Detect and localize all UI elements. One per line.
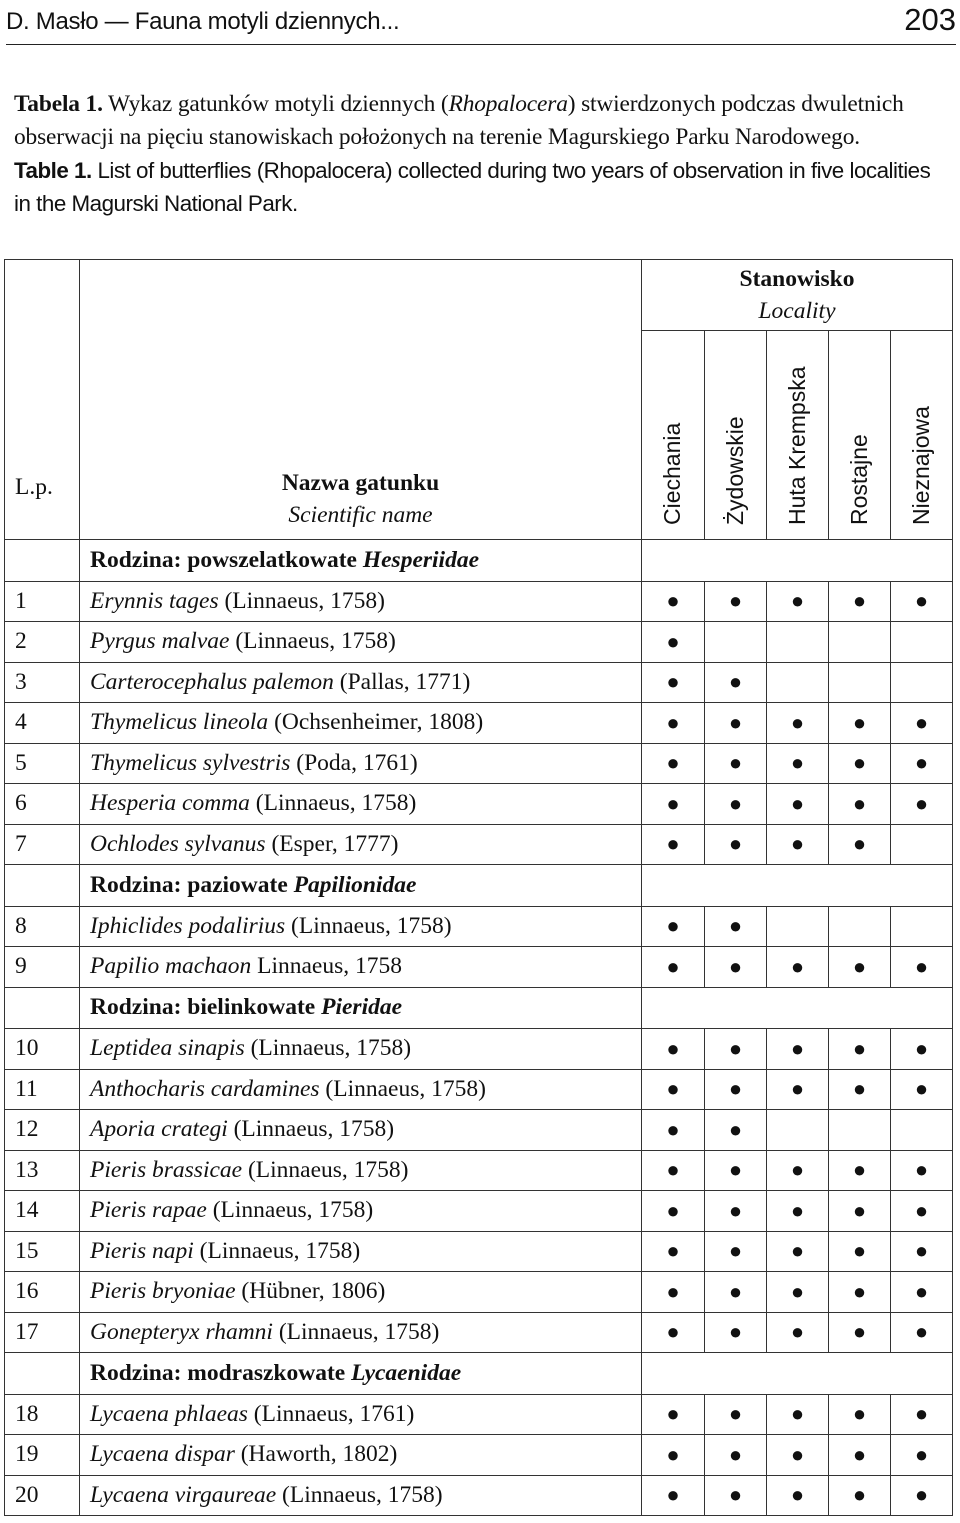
species-name [80, 622, 642, 663]
presence-dot: ● [705, 1191, 767, 1232]
presence-dot: ● [767, 1191, 829, 1232]
absence-cell [705, 622, 767, 663]
presence-dot: ● [642, 1435, 705, 1476]
absence-cell [767, 1110, 829, 1151]
species-name [80, 743, 642, 784]
family-name-cell [80, 540, 642, 582]
presence-dot: ● [642, 906, 705, 947]
caption-polish [14, 88, 944, 154]
name-header-pl: Nazwa gatunku [281, 470, 440, 496]
presence-dot: ● [829, 1394, 891, 1435]
species-author: (Linnaeus, 1761) [247, 1400, 415, 1427]
name-header-en: Scientific name [288, 502, 433, 528]
presence-dot: ● [829, 703, 891, 744]
presence-dot: ● [705, 1475, 767, 1516]
presence-dot: ● [767, 784, 829, 825]
presence-dot: ● [705, 1231, 767, 1272]
species-latin-name: Ochlodes sylvanus [90, 830, 266, 857]
presence-dot: ● [767, 1150, 829, 1191]
species-author: (Linnaeus, 1758) [249, 790, 417, 817]
family-marks-cell [642, 865, 953, 907]
species-author: (Linnaeus, 1758) [319, 1075, 486, 1102]
presence-dot: ● [642, 784, 705, 825]
family-lp-cell [5, 1353, 80, 1395]
presence-dot: ● [891, 947, 953, 988]
table-row [5, 1110, 953, 1151]
presence-dot: ● [705, 1435, 767, 1476]
family-lp-cell [5, 540, 80, 582]
family-latin-name: Lycaenidae [351, 1359, 462, 1386]
species-latin-name: Gonepteryx rhamni [90, 1318, 273, 1345]
family-row [5, 865, 953, 907]
row-number: 10 [5, 1029, 80, 1070]
species-name [80, 1110, 642, 1151]
species-author: (Pallas, 1771) [333, 668, 471, 695]
table-row [5, 1069, 953, 1110]
table-row [5, 1231, 953, 1272]
presence-dot: ● [891, 1312, 953, 1353]
species-latin-name: Aporia crategi [90, 1116, 228, 1143]
presence-dot: ● [642, 1110, 705, 1151]
species-latin-name: Hesperia comma [90, 790, 250, 817]
table-row [5, 947, 953, 988]
species-author: (Linnaeus, 1758) [227, 1116, 395, 1143]
species-name [80, 906, 642, 947]
caption-pl-text-1: Wykaz gatunków motyli dziennych ( [102, 91, 449, 117]
presence-dot: ● [891, 1191, 953, 1232]
presence-dot: ● [705, 1029, 767, 1070]
species-name [80, 784, 642, 825]
page-number: 203 [904, 2, 956, 37]
table-row [5, 622, 953, 663]
presence-dot: ● [642, 1312, 705, 1353]
row-number: 3 [5, 662, 80, 703]
caption-pl-label: Tabela 1. [14, 91, 103, 117]
row-number: 15 [5, 1231, 80, 1272]
caption-pl-text-2: ) stwierdzonych podczas dwuletnich obserwacji na pięciu stanowiskach położonych na terenie Magurskiego Parku Narodowego. [14, 91, 904, 150]
presence-dot: ● [891, 1435, 953, 1476]
species-author: Linnaeus, 1758 [251, 953, 402, 980]
row-number: 19 [5, 1435, 80, 1476]
family-marks-cell [642, 540, 953, 582]
presence-dot: ● [705, 784, 767, 825]
locality-header [642, 260, 953, 331]
species-name [80, 662, 642, 703]
presence-dot: ● [767, 743, 829, 784]
presence-dot: ● [829, 1475, 891, 1516]
species-latin-name: Thymelicus sylvestris [90, 749, 291, 776]
species-author: (Ochsenheimer, 1808) [268, 709, 484, 736]
presence-dot: ● [891, 784, 953, 825]
row-number: 17 [5, 1312, 80, 1353]
presence-dot: ● [767, 1272, 829, 1313]
presence-dot: ● [767, 824, 829, 865]
presence-dot: ● [642, 1394, 705, 1435]
locality-name: Nieznajowa [907, 406, 934, 525]
species-table [4, 259, 953, 1516]
species-author: (Linnaeus, 1758) [276, 1481, 443, 1508]
caption-en-text: List of butterflies (Rhopalocera) collected during two years of observation in five localities in the Magurski National Park. [14, 158, 931, 216]
locality-col-header [767, 331, 829, 540]
presence-dot: ● [829, 743, 891, 784]
absence-cell [891, 824, 953, 865]
presence-dot: ● [767, 947, 829, 988]
presence-dot: ● [891, 703, 953, 744]
presence-dot: ● [642, 1069, 705, 1110]
species-name [80, 703, 642, 744]
presence-dot: ● [705, 743, 767, 784]
presence-dot: ● [891, 1394, 953, 1435]
species-latin-name: Anthocharis cardamines [90, 1075, 320, 1102]
species-author: (Hübner, 1806) [235, 1278, 386, 1305]
species-author: (Linnaeus, 1758) [229, 628, 396, 655]
species-author: (Linnaeus, 1758) [193, 1237, 361, 1264]
row-number: 13 [5, 1150, 80, 1191]
row-number: 6 [5, 784, 80, 825]
family-prefix: Rodzina: paziowate [90, 871, 294, 898]
row-number: 2 [5, 622, 80, 663]
presence-dot: ● [829, 581, 891, 622]
table-caption [14, 88, 944, 220]
presence-dot: ● [705, 1110, 767, 1151]
presence-dot: ● [767, 1394, 829, 1435]
species-author: (Linnaeus, 1758) [218, 587, 386, 614]
absence-cell [829, 662, 891, 703]
presence-dot: ● [829, 1029, 891, 1070]
family-row [5, 987, 953, 1029]
table-row [5, 1150, 953, 1191]
table-row [5, 1029, 953, 1070]
family-row [5, 1353, 953, 1395]
running-title: D. Masło — Fauna motyli dziennych... [6, 8, 400, 35]
species-name [80, 947, 642, 988]
presence-dot: ● [642, 743, 705, 784]
presence-dot: ● [891, 1069, 953, 1110]
name-header [80, 260, 642, 540]
absence-cell [891, 622, 953, 663]
species-latin-name: Erynnis tages [90, 587, 219, 614]
locality-header-en: Locality [758, 298, 836, 324]
species-latin-name: Pieris brassicae [90, 1156, 243, 1183]
absence-cell [767, 622, 829, 663]
presence-dot: ● [705, 906, 767, 947]
absence-cell [891, 1110, 953, 1151]
presence-dot: ● [767, 581, 829, 622]
row-number: 7 [5, 824, 80, 865]
row-number: 14 [5, 1191, 80, 1232]
species-name [80, 581, 642, 622]
table-row [5, 1394, 953, 1435]
presence-dot: ● [705, 947, 767, 988]
absence-cell [767, 662, 829, 703]
presence-dot: ● [767, 1231, 829, 1272]
species-latin-name: Papilio machaon [90, 953, 252, 980]
presence-dot: ● [891, 1150, 953, 1191]
presence-dot: ● [642, 622, 705, 663]
species-latin-name: Pieris bryoniae [90, 1278, 236, 1305]
presence-dot: ● [642, 947, 705, 988]
family-prefix: Rodzina: powszelatkowate [90, 546, 363, 573]
species-name [80, 1475, 642, 1516]
presence-dot: ● [829, 1069, 891, 1110]
presence-dot: ● [829, 1312, 891, 1353]
presence-dot: ● [891, 1231, 953, 1272]
presence-dot: ● [705, 1394, 767, 1435]
presence-dot: ● [829, 1231, 891, 1272]
row-number: 8 [5, 906, 80, 947]
presence-dot: ● [705, 703, 767, 744]
species-author: (Linnaeus, 1758) [285, 912, 452, 939]
family-name-cell [80, 1353, 642, 1395]
presence-dot: ● [829, 824, 891, 865]
family-lp-cell [5, 987, 80, 1029]
table-row [5, 906, 953, 947]
presence-dot: ● [705, 662, 767, 703]
species-name [80, 1029, 642, 1070]
species-name [80, 1150, 642, 1191]
species-name [80, 1191, 642, 1232]
species-latin-name: Pieris napi [90, 1237, 194, 1264]
species-name [80, 1312, 642, 1353]
species-author: (Linnaeus, 1758) [242, 1156, 409, 1183]
absence-cell [891, 906, 953, 947]
table-row [5, 1435, 953, 1476]
species-name [80, 1231, 642, 1272]
presence-dot: ● [642, 662, 705, 703]
presence-dot: ● [705, 824, 767, 865]
table-row [5, 662, 953, 703]
presence-dot: ● [829, 947, 891, 988]
family-name-cell [80, 987, 642, 1029]
species-latin-name: Lycaena phlaeas [90, 1400, 248, 1427]
species-latin-name: Leptidea sinapis [90, 1035, 245, 1062]
species-latin-name: Lycaena dispar [90, 1441, 235, 1468]
locality-col-header [891, 331, 953, 540]
table-row [5, 1312, 953, 1353]
row-number: 20 [5, 1475, 80, 1516]
presence-dot: ● [642, 1029, 705, 1070]
family-latin-name: Hesperiidae [362, 546, 480, 573]
family-marks-cell [642, 987, 953, 1029]
species-author: (Linnaeus, 1758) [244, 1035, 412, 1062]
family-latin-name: Pieridae [321, 994, 403, 1021]
table-row [5, 1191, 953, 1232]
row-number: 16 [5, 1272, 80, 1313]
row-number: 12 [5, 1110, 80, 1151]
presence-dot: ● [767, 703, 829, 744]
table-row [5, 1475, 953, 1516]
family-latin-name: Papilionidae [293, 871, 417, 898]
caption-english [14, 154, 944, 220]
absence-cell [829, 1110, 891, 1151]
presence-dot: ● [891, 743, 953, 784]
species-author: (Esper, 1777) [265, 830, 399, 857]
absence-cell [829, 622, 891, 663]
presence-dot: ● [767, 1029, 829, 1070]
family-prefix: Rodzina: modraszkowate [90, 1359, 352, 1386]
locality-name: Żydowskie [721, 416, 748, 525]
row-number: 9 [5, 947, 80, 988]
presence-dot: ● [829, 1435, 891, 1476]
species-author: (Linnaeus, 1758) [272, 1318, 440, 1345]
presence-dot: ● [891, 1475, 953, 1516]
table-row [5, 703, 953, 744]
presence-dot: ● [642, 1272, 705, 1313]
family-prefix: Rodzina: bielinkowate [90, 994, 322, 1021]
family-marks-cell [642, 1353, 953, 1395]
species-latin-name: Thymelicus lineola [90, 709, 269, 736]
locality-name: Huta Krempska [783, 366, 810, 525]
lp-header: L.p. [5, 260, 80, 540]
absence-cell [891, 662, 953, 703]
presence-dot: ● [642, 1150, 705, 1191]
caption-en-label: Table 1. [14, 158, 92, 183]
row-number: 18 [5, 1394, 80, 1435]
presence-dot: ● [705, 1150, 767, 1191]
row-number: 5 [5, 743, 80, 784]
presence-dot: ● [705, 1069, 767, 1110]
species-author: (Haworth, 1802) [234, 1441, 398, 1468]
absence-cell [767, 906, 829, 947]
presence-dot: ● [642, 703, 705, 744]
presence-dot: ● [829, 1272, 891, 1313]
locality-col-header [829, 331, 891, 540]
table-row [5, 581, 953, 622]
presence-dot: ● [829, 1191, 891, 1232]
species-author: (Poda, 1761) [290, 749, 418, 776]
presence-dot: ● [891, 1272, 953, 1313]
presence-dot: ● [829, 1150, 891, 1191]
presence-dot: ● [767, 1475, 829, 1516]
species-name [80, 1069, 642, 1110]
page-header [6, 0, 956, 45]
species-latin-name: Iphiclides podalirius [90, 912, 286, 939]
table-row [5, 743, 953, 784]
family-row [5, 540, 953, 582]
family-name-cell [80, 865, 642, 907]
row-number: 1 [5, 581, 80, 622]
row-number: 11 [5, 1069, 80, 1110]
presence-dot: ● [642, 1231, 705, 1272]
species-latin-name: Lycaena virgaureae [90, 1481, 277, 1508]
presence-dot: ● [829, 784, 891, 825]
species-latin-name: Pieris rapae [90, 1197, 207, 1224]
species-author: (Linnaeus, 1758) [206, 1197, 374, 1224]
row-number: 4 [5, 703, 80, 744]
locality-header-pl: Stanowisko [739, 266, 855, 292]
presence-dot: ● [642, 1191, 705, 1232]
presence-dot: ● [767, 1312, 829, 1353]
presence-dot: ● [891, 581, 953, 622]
presence-dot: ● [705, 581, 767, 622]
presence-dot: ● [642, 581, 705, 622]
species-name [80, 1272, 642, 1313]
caption-pl-italic: Rhopalocera [448, 91, 568, 117]
presence-dot: ● [891, 1029, 953, 1070]
table-row [5, 784, 953, 825]
family-lp-cell [5, 865, 80, 907]
table-row [5, 824, 953, 865]
presence-dot: ● [642, 1475, 705, 1516]
species-name [80, 1394, 642, 1435]
locality-name: Ciechania [659, 422, 685, 525]
presence-dot: ● [705, 1272, 767, 1313]
presence-dot: ● [767, 1069, 829, 1110]
presence-dot: ● [767, 1435, 829, 1476]
absence-cell [829, 906, 891, 947]
species-name [80, 1435, 642, 1476]
species-latin-name: Pyrgus malvae [90, 628, 230, 655]
presence-dot: ● [705, 1312, 767, 1353]
locality-col-header [705, 331, 767, 540]
species-latin-name: Carterocephalus palemon [90, 668, 334, 695]
table-row [5, 1272, 953, 1313]
locality-name: Rostajne [845, 434, 872, 525]
locality-col-header [642, 331, 705, 540]
presence-dot: ● [642, 824, 705, 865]
species-name [80, 824, 642, 865]
